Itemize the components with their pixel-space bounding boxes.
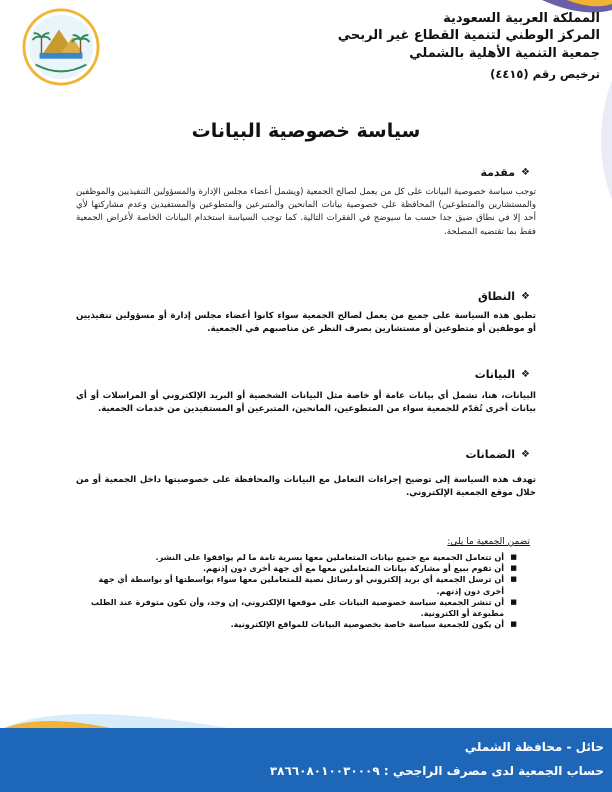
footer-location: حائل - محافظة الشملي <box>464 740 604 754</box>
section-text-scope: تطبق هذه السياسة على جميع من يعمل لصالح الجمعية سواء كانوا أعضاء مجلس إدارة أو مسؤولين تنفيذيين أو موظفين أو متطوعين أو مستشارين بصرف النظر عن مناصبهم في الجمعية. <box>76 311 536 335</box>
section-heading-scope: ❖ النطاق <box>477 290 530 303</box>
list-item: ■ أن تتعامل الجمعية مع جميع بيانات المتعاملين معها بسرية تامة ما لم يوافقوا على النشر. <box>155 552 517 562</box>
document-header <box>300 10 600 83</box>
diamond-bullet-icon: ❖ <box>521 449 530 460</box>
header-license: ترخيص رقم (٤٤١٥) <box>490 67 600 81</box>
corner-decoration-bottom-left <box>0 690 240 730</box>
diamond-bullet-icon: ❖ <box>521 291 530 302</box>
header-association: جمعية التنمية الأهلية بالشملي <box>409 46 600 61</box>
header-country: المملكة العربية السعودية <box>443 11 600 26</box>
document-title: سياسة خصوصية البيانات <box>191 120 421 142</box>
list-item: ■ أن تقوم ببيع أو مشاركة بيانات المتعاملين معها مع أي جهة أخرى دون إذنهم. <box>202 563 517 574</box>
commitments-heading: تضمن الجمعية ما يلي: <box>447 537 530 547</box>
header-center: المركز الوطني لتنمية القطاع غير الربحي <box>337 28 600 43</box>
list-item: ■ أن تنشر الجمعية سياسة خصوصية البيانات على موقعها الإلكتروني، إن وجد، وأن تكون متوفرة عند الطلب مطبوعة أو الكترونية. <box>90 596 517 619</box>
section-text-intro: توجب سياسة خصوصية البيانات على كل من يعمل لصالح الجمعية (ويشمل أعضاء مجلس الإدارة والمسؤولين التنفيذيين والموظفين والمستشارين والمتطوعين) المحافظة على خصوصية بيانات المانحين والمتبرعين والمتطوعين والمستفيدين وعدم مشاركتها لأي أحد إلا في نطاق ضيق جدا حسب ما سيوضح في الفقرات التالية. كما توجب السياسة استخدام البيانات الخاصة لأغراض الجمعية فقط بما تقتضيه المصلحة. <box>76 187 536 237</box>
list-item: ■ أن يكون للجمعية سياسة خاصة بخصوصية البيانات للمواقع الإلكترونية. <box>230 619 517 630</box>
footer-bank-account: حساب الجمعية لدى مصرف الراجحي : ٣٨٦٦٠٨٠١٠٠٣٠٠٠٩ <box>269 764 604 778</box>
diamond-bullet-icon: ❖ <box>521 369 530 380</box>
section-text-guarantees: تهدف هذه السياسة إلى توضيح إجراءات التعامل مع البيانات والمحافظة على خصوصيتها داخل الجمعية أو من خلال موقع الجمعية الإلكتروني. <box>76 475 536 499</box>
list-item: ■ أن ترسل الجمعية أي بريد إلكتروني أو رسائل نصية للمتعاملين معها سواء بواسطتها أو بواسطة أي جهة أخرى دون إذنهم. <box>98 574 517 596</box>
diamond-bullet-icon: ❖ <box>521 167 530 178</box>
section-heading-intro: ❖ مقدمة <box>480 166 530 179</box>
section-text-data: البيانات، هنا، تشمل أي بيانات عامة أو خاصة مثل البيانات الشخصية أو البريد الإلكتروني أو المراسلات أو أي بيانات أخرى تُقدّم للجمعية سواء من المتطوعين، المانحين، المتبرعين أو المستفيدين من خدمات الجمعية. <box>76 391 536 415</box>
square-bullet-icon: ■ <box>510 553 517 561</box>
square-bullet-icon: ■ <box>510 620 517 629</box>
footer-bar <box>0 728 612 792</box>
section-heading-data: ❖ البيانات <box>474 368 530 381</box>
square-bullet-icon: ■ <box>510 597 517 606</box>
square-bullet-icon: ■ <box>510 575 517 584</box>
association-logo <box>22 8 100 86</box>
commitments-list <box>80 552 518 630</box>
square-bullet-icon: ■ <box>510 564 517 573</box>
section-heading-guarantees: ❖ الضمانات <box>465 448 530 461</box>
